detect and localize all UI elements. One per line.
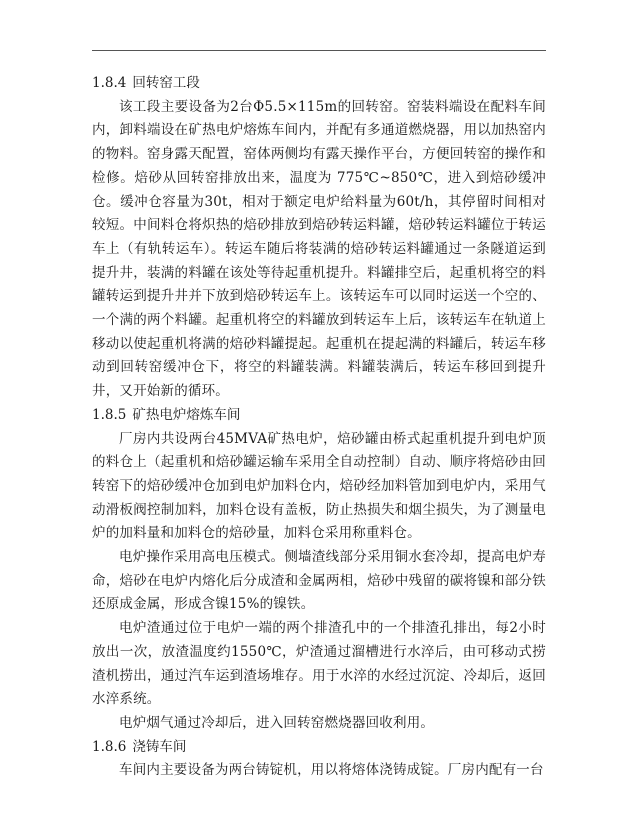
paragraph: 该工段主要设备为2台Φ5.5×115m的回转窑。窑装料端设在配料车间内，卸料端设在矿热电炉熔炼车间内，并配有多通道燃烧器，用以加热窑内的物料。窑身露天配置，窑体两侧均有露天操作平台，方便回转窑的操作和检修。焙砂从回转窑排放出来，温度为 775℃~850℃，进入到焙砂缓冲仓。缓冲仓容量为30t，相对于额定电炉给料量为60t/h，其停留时间相对较短。中间料仓将炽热的焙砂排放到焙砂转运料罐，焙砂转运料罐位于转运车上（有轨转运车）。转运车随后将装满的焙砂转运料罐通过一条隧道运到提升井，装满的料罐在该处等待起重机提升。料罐排空后，起重机将空的料罐转运到提升井并下放到焙砂转运车上。该转运车可以同时运送一个空的、一个满的两个料罐。起重机将空的料罐放到转运车上后，该转运车在轨道上移动以使起重机将满的焙砂料罐提起。起重机在提起满的料罐后，转运车移动到回转窑缓冲仓下，将空的料罐装满。料罐装满后，转运车移回到提升井，又开始新的循环。 bbox=[92, 98, 546, 400]
section-heading-1-8-4 bbox=[92, 72, 546, 96]
paragraph: 电炉操作采用高电压模式。侧墙渣线部分采用铜水套冷却，提高电炉寿命，焙砂在电炉内熔化后分成渣和金属两相，焙砂中残留的碳将镍和部分铁还原成金属，形成含镍15%的镍铁。 bbox=[92, 549, 546, 613]
section-number: 1.8.6 bbox=[92, 738, 127, 755]
paragraph: 车间内主要设备为两台铸锭机，用以将熔体浇铸成锭。厂房内配有一台 bbox=[119, 762, 544, 779]
section-number: 1.8.4 bbox=[92, 75, 127, 91]
section-title: 浇铸车间 bbox=[132, 738, 187, 755]
section-title: 矿热电炉熔炼车间 bbox=[132, 406, 241, 423]
header-rule bbox=[92, 50, 546, 51]
paragraph: 电炉烟气通过冷却后，进入回转窑燃烧器回收利用。 bbox=[119, 714, 435, 731]
section-heading-1-8-5 bbox=[92, 404, 546, 428]
paragraph: 电炉渣通过位于电炉一端的两个排渣孔中的一个排渣孔排出，每2小时放出一次，放渣温度约1550℃，炉渣通过溜槽进行水淬后，由可移动式捞渣机捞出，通过汽车运到渣场堆存。用于水淬的水经过沉淀、冷却后，返回水淬系统。 bbox=[92, 620, 546, 708]
section-number: 1.8.5 bbox=[92, 406, 127, 423]
paragraph: 厂房内共设两台45MVA矿热电炉，焙砂罐由桥式起重机提升到电炉顶的料仓上（起重机和焙砂罐运输车采用全自动控制）自动、顺序将焙砂由回转窑下的焙砂缓冲仓加到电炉加料仓内，焙砂经加料管加到电炉内，采用气动滑板阀控制加料，加料仓设有盖板，防止热损失和烟尘损失，为了测量电炉的加料量和加料仓的焙砂量，加料仓采用称重料仓。 bbox=[92, 430, 546, 542]
section-title: 回转窑工段 bbox=[132, 75, 200, 91]
document-body bbox=[92, 72, 546, 783]
section-heading-1-8-6 bbox=[92, 736, 546, 760]
